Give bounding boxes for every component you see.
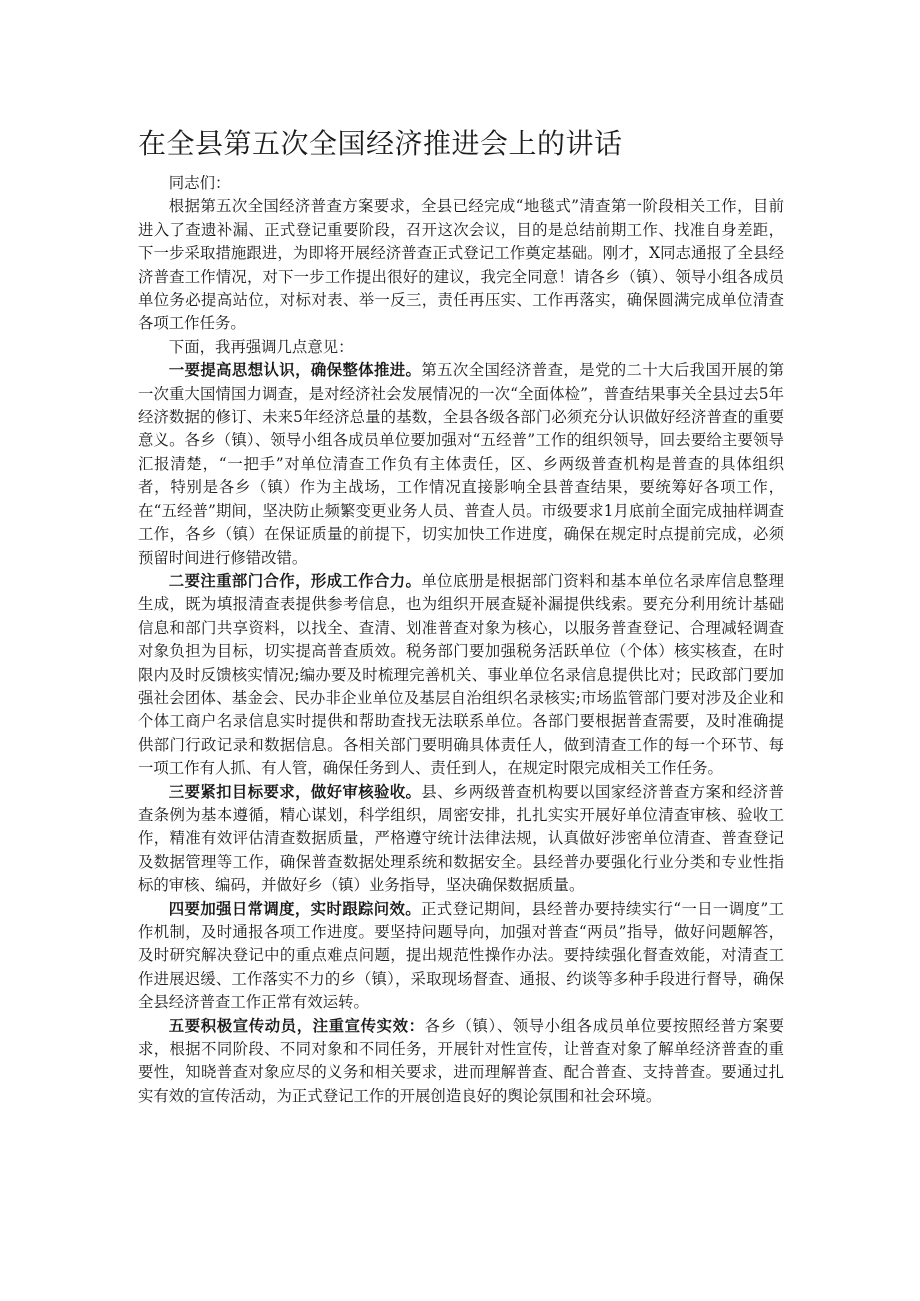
point-paragraph-5	[138, 1015, 784, 1109]
point-lead-1: 一要提高思想认识，确保整体推进。	[168, 361, 422, 380]
point-text-5: 各乡（镇）、领导小组各成员单位要按照经普方案要求，根据不同阶段、不同对象和不同任务，开展针对性宣传，让普查对象了解单经济普查的重要性，知晓普查对象应尽的义务和相关要求，进而理解普查、配合普查、支持普查。要通过扎实有效的宣传活动，为正式登记工作的开展创造良好的舆论氛围和社会环境。	[138, 1016, 784, 1105]
point-paragraph-3	[138, 781, 784, 898]
point-text-4: 正式登记期间，县经普办要持续实行“一日一调度”工作机制，及时通报各项工作进度。要坚持问题导向，加强对普查“两员”指导，做好问题解答，及时研究解决登记中的重点难点问题，提出规范性操作办法。要持续强化督查效能，对清查工作进展迟缓、工作落实不力的乡（镇），采取现场督查、通报、约谈等多种手段进行督导，确保全县经济普查工作正常有效运转。	[138, 899, 784, 1012]
point-lead-2: 二要注重部门合作，形成工作合力。	[168, 571, 422, 590]
intro-paragraph: 根据第五次全国经济普查方案要求，全县已经完成“地毯式”清查第一阶段相关工作，目前进入了查遗补漏、正式登记重要阶段，召开这次会议，目的是总结前期工作、找准自身差距，下一步采取措施跟进，为即将开展经济普查正式登记工作奠定基础。刚才，X同志通报了全县经济普查工作情况，对下一步工作提出很好的建议，我完全同意！请各乡（镇）、领导小组各成员单位务必提高站位，对标对表、举一反三，责任再压实、工作再落实，确保圆满完成单位清查各项工作任务。	[138, 197, 784, 333]
point-lead-4: 四要加强日常调度，实时跟踪问效。	[168, 899, 422, 918]
point-paragraph-4	[138, 898, 784, 1015]
point-paragraph-2	[138, 570, 784, 781]
point-paragraph-1	[138, 359, 784, 570]
point-text-1: 第五次全国经济普查，是党的二十大后我国开展的第一次重大国情国力调查，是对经济社会发展情况的一次“全面体检”，普查结果事关全县过去5年经济数据的修订、未来5年经济总量的基数，全县各级各部门必须充分认识做好经济普查的重要意义。各乡（镇）、领导小组各成员单位要加强对“五经普”工作的组织领导，回去要给主要领导汇报清楚，“一把手”对单位清查工作负有主体责任，区、乡两级普查机构是普查的具体组织者，特别是各乡（镇）作为主战场，工作情况直接影响全县普查结果，要统筹好各项工作，在“五经普”期间，坚决防止频繁变更业务人员、普查人员。市级要求1月底前全面完成抽样调查工作，各乡（镇）在保证质量的前提下，切实加快工作进度，确保在规定时点提前完成，必须预留时间进行修错改错。	[138, 361, 784, 567]
point-lead-3: 三要紧扣目标要求，做好审核验收。	[168, 782, 422, 801]
greeting: 同志们：	[168, 174, 231, 192]
transition-paragraph: 下面，我再强调几点意见：	[168, 337, 354, 356]
point-text-2: 单位底册是根据部门资料和基本单位名录库信息整理生成，既为填报清查表提供参考信息，也为组织开展查疑补漏提供线索。要充分利用统计基础信息和部门共享资料，以找全、查清、划准普查对象为核心，以服务普查登记、合理减轻调查对象负担为目标，切实提高普查质效。税务部门要加强税务活跃单位（个体）核实核查，在时限内及时反馈核实情况;编办要及时梳理完善机关、事业单位名录信息提供比对；民政部门要加强社会团体、基金会、民办非企业单位及基层自治组织名录核实;市场监管部门要对涉及企业和个体工商户名录信息实时提供和帮助查找无法联系单位。各部门要根据普查需要，及时准确提供部门行政记录和数据信息。各相关部门要明确具体责任人，做到清查工作的每一个环节、每一项工作有人抓、有人管，确保任务到人、责任到人，在规定时限完成相关工作任务。	[138, 571, 784, 778]
document-title: 在全县第五次全国经济推进会上的讲话	[138, 127, 623, 160]
point-text-3: 县、乡两级普查机构要以国家经济普查方案和经济普查条例为基本遵循，精心谋划，科学组织，周密安排，扎扎实实开展好单位清查审核、验收工作，精准有效评估清查数据质量，严格遵守统计法律法规，认真做好涉密单位清查、普查登记及数据管理等工作，确保普查数据处理系统和数据安全。县经普办要强化行业分类和专业性指标的审核、编码，并做好乡（镇）业务指导，坚决确保数据质量。	[138, 782, 784, 895]
point-lead-5: 五要积极宣传动员，注重宣传实效：	[168, 1016, 425, 1035]
document-page	[138, 124, 784, 1108]
